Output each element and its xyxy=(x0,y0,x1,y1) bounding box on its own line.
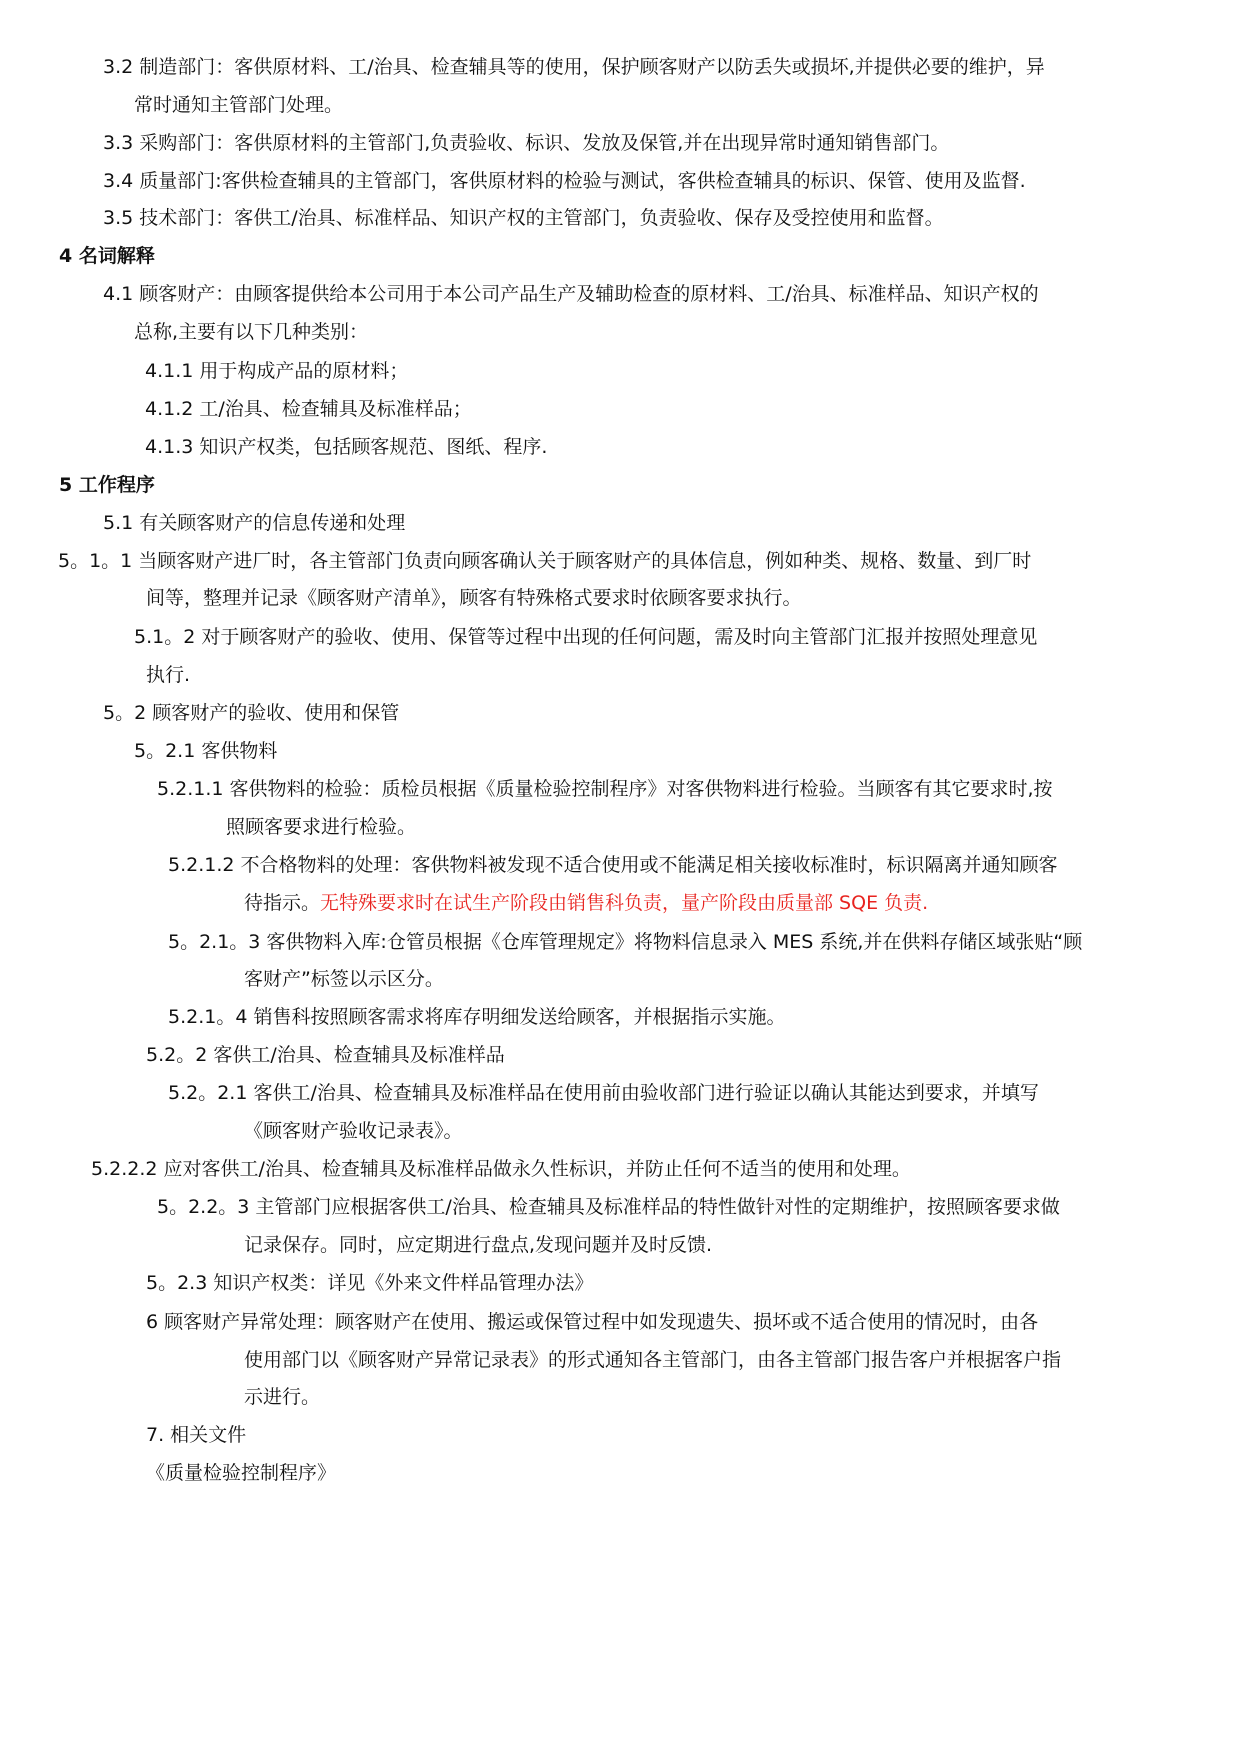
section-3-2-line2: 常时通知主管部门处理。 xyxy=(134,94,344,116)
related-doc-quality-control: 《质量检验控制程序》 xyxy=(146,1462,337,1484)
section-5-2-1-3-line1: 5。2.1。3 客供物料入库:仓管员根据《仓库管理规定》将物料信息录入 MES 系统,并在供料存储区域张贴“顾 xyxy=(168,931,1083,953)
highlighted-note: 无特殊要求时在试生产阶段由销售科负责，量产阶段由质量部 SQE 负责. xyxy=(320,892,929,914)
section-6-line3: 示进行。 xyxy=(244,1386,321,1408)
section-5-2-1: 5。2.1 客供物料 xyxy=(134,740,278,762)
section-4-1-2: 4.1.2 工/治具、检查辅具及标准样品； xyxy=(145,398,472,420)
section-5-2-1-3-line2: 客财产”标签以示区分。 xyxy=(244,968,444,990)
section-5-2-1-1-line2: 照顾客要求进行检验。 xyxy=(226,816,417,838)
section-6-line2: 使用部门以《顾客财产异常记录表》的形式通知各主管部门，由各主管部门报告客户并根据客户指 xyxy=(244,1349,1062,1371)
section-5-2-1-4: 5.2.1。4 销售科按照顾客需求将库存明细发送给顾客，并根据指示实施。 xyxy=(168,1006,786,1028)
section-7: 7. 相关文件 xyxy=(146,1424,247,1446)
section-3-3: 3.3 采购部门：客供原材料的主管部门,负责验收、标识、发放及保管,并在出现异常时通知销售部门。 xyxy=(103,132,950,154)
section-5-2-2-3-line2: 记录保存。同时，应定期进行盘点,发现问题并及时反馈. xyxy=(244,1234,713,1256)
section-5-2-2-1-line2: 《顾客财产验收记录表》。 xyxy=(244,1120,463,1142)
section-5-2-2-1-line1: 5.2。2.1 客供工/治具、检查辅具及标准样品在使用前由验收部门进行验证以确认其能达到要求，并填写 xyxy=(168,1082,1039,1104)
section-6-line1: 6 顾客财产异常处理：顾客财产在使用、搬运或保管过程中如发现遗失、损坏或不适合使用的情况时，由各 xyxy=(146,1311,1039,1333)
section-3-5: 3.5 技术部门：客供工/治具、标准样品、知识产权的主管部门，负责验收、保存及受控使用和监督。 xyxy=(103,207,944,229)
section-4-1-line2: 总称,主要有以下几种类别： xyxy=(134,321,369,343)
section-5-2-3: 5。2.3 知识产权类：详见《外来文件样品管理办法》 xyxy=(146,1272,594,1294)
section-5-2-1-2-line1: 5.2.1.2 不合格物料的处理：客供物料被发现不适合使用或不能满足相关接收标准时，标识隔离并通知顾客 xyxy=(168,854,1058,876)
section-4-1-line1: 4.1 顾客财产：由顾客提供给本公司用于本公司产品生产及辅助检查的原材料、工/治具、标准样品、知识产权的 xyxy=(103,283,1039,305)
section-5-2: 5。2 顾客财产的验收、使用和保管 xyxy=(103,702,400,724)
section-4-1-3: 4.1.3 知识产权类，包括顾客规范、图纸、程序. xyxy=(145,436,548,458)
section-5-2-1-2-text: 待指示。 xyxy=(244,892,321,914)
section-5-1-2-line2: 执行. xyxy=(146,664,191,686)
section-5-1-2-line1: 5.1。2 对于顾客财产的验收、使用、保管等过程中出现的任何问题，需及时向主管部门汇报并按照处理意见 xyxy=(134,626,1038,648)
section-5-1-1-line2: 间等，整理并记录《顾客财产清单》，顾客有特殊格式要求时依顾客要求执行。 xyxy=(146,587,802,609)
section-5-1: 5.1 有关顾客财产的信息传递和处理 xyxy=(103,512,406,534)
section-3-2-line1: 3.2 制造部门：客供原材料、工/治具、检查辅具等的使用，保护顾客财产以防丢失或损坏,并提供必要的维护，异 xyxy=(103,56,1045,78)
section-5-2-1-1-line1: 5.2.1.1 客供物料的检验：质检员根据《质量检验控制程序》对客供物料进行检验。当顾客有其它要求时,按 xyxy=(157,778,1053,800)
heading-4: 4 名词解释 xyxy=(59,245,155,267)
heading-5: 5 工作程序 xyxy=(59,474,155,496)
section-5-1-1-line1: 5。1。1 当顾客财产进厂时，各主管部门负责向顾客确认关于顾客财产的具体信息，例如种类、规格、数量、到厂时 xyxy=(58,550,1032,572)
section-4-1-1: 4.1.1 用于构成产品的原材料； xyxy=(145,360,409,382)
section-5-2-1-2-line2 xyxy=(244,890,928,916)
section-5-2-2-2: 5.2.2.2 应对客供工/治具、检查辅具及标准样品做永久性标识，并防止任何不适当的使用和处理。 xyxy=(91,1158,911,1180)
section-5-2-2-3-line1: 5。2.2。3 主管部门应根据客供工/治具、检查辅具及标准样品的特性做针对性的定期维护，按照顾客要求做 xyxy=(157,1196,1060,1218)
section-3-4: 3.4 质量部门:客供检查辅具的主管部门，客供原材料的检验与测试，客供检查辅具的标识、保管、使用及监督. xyxy=(103,170,1026,192)
section-5-2-2: 5.2。2 客供工/治具、检查辅具及标准样品 xyxy=(146,1044,505,1066)
